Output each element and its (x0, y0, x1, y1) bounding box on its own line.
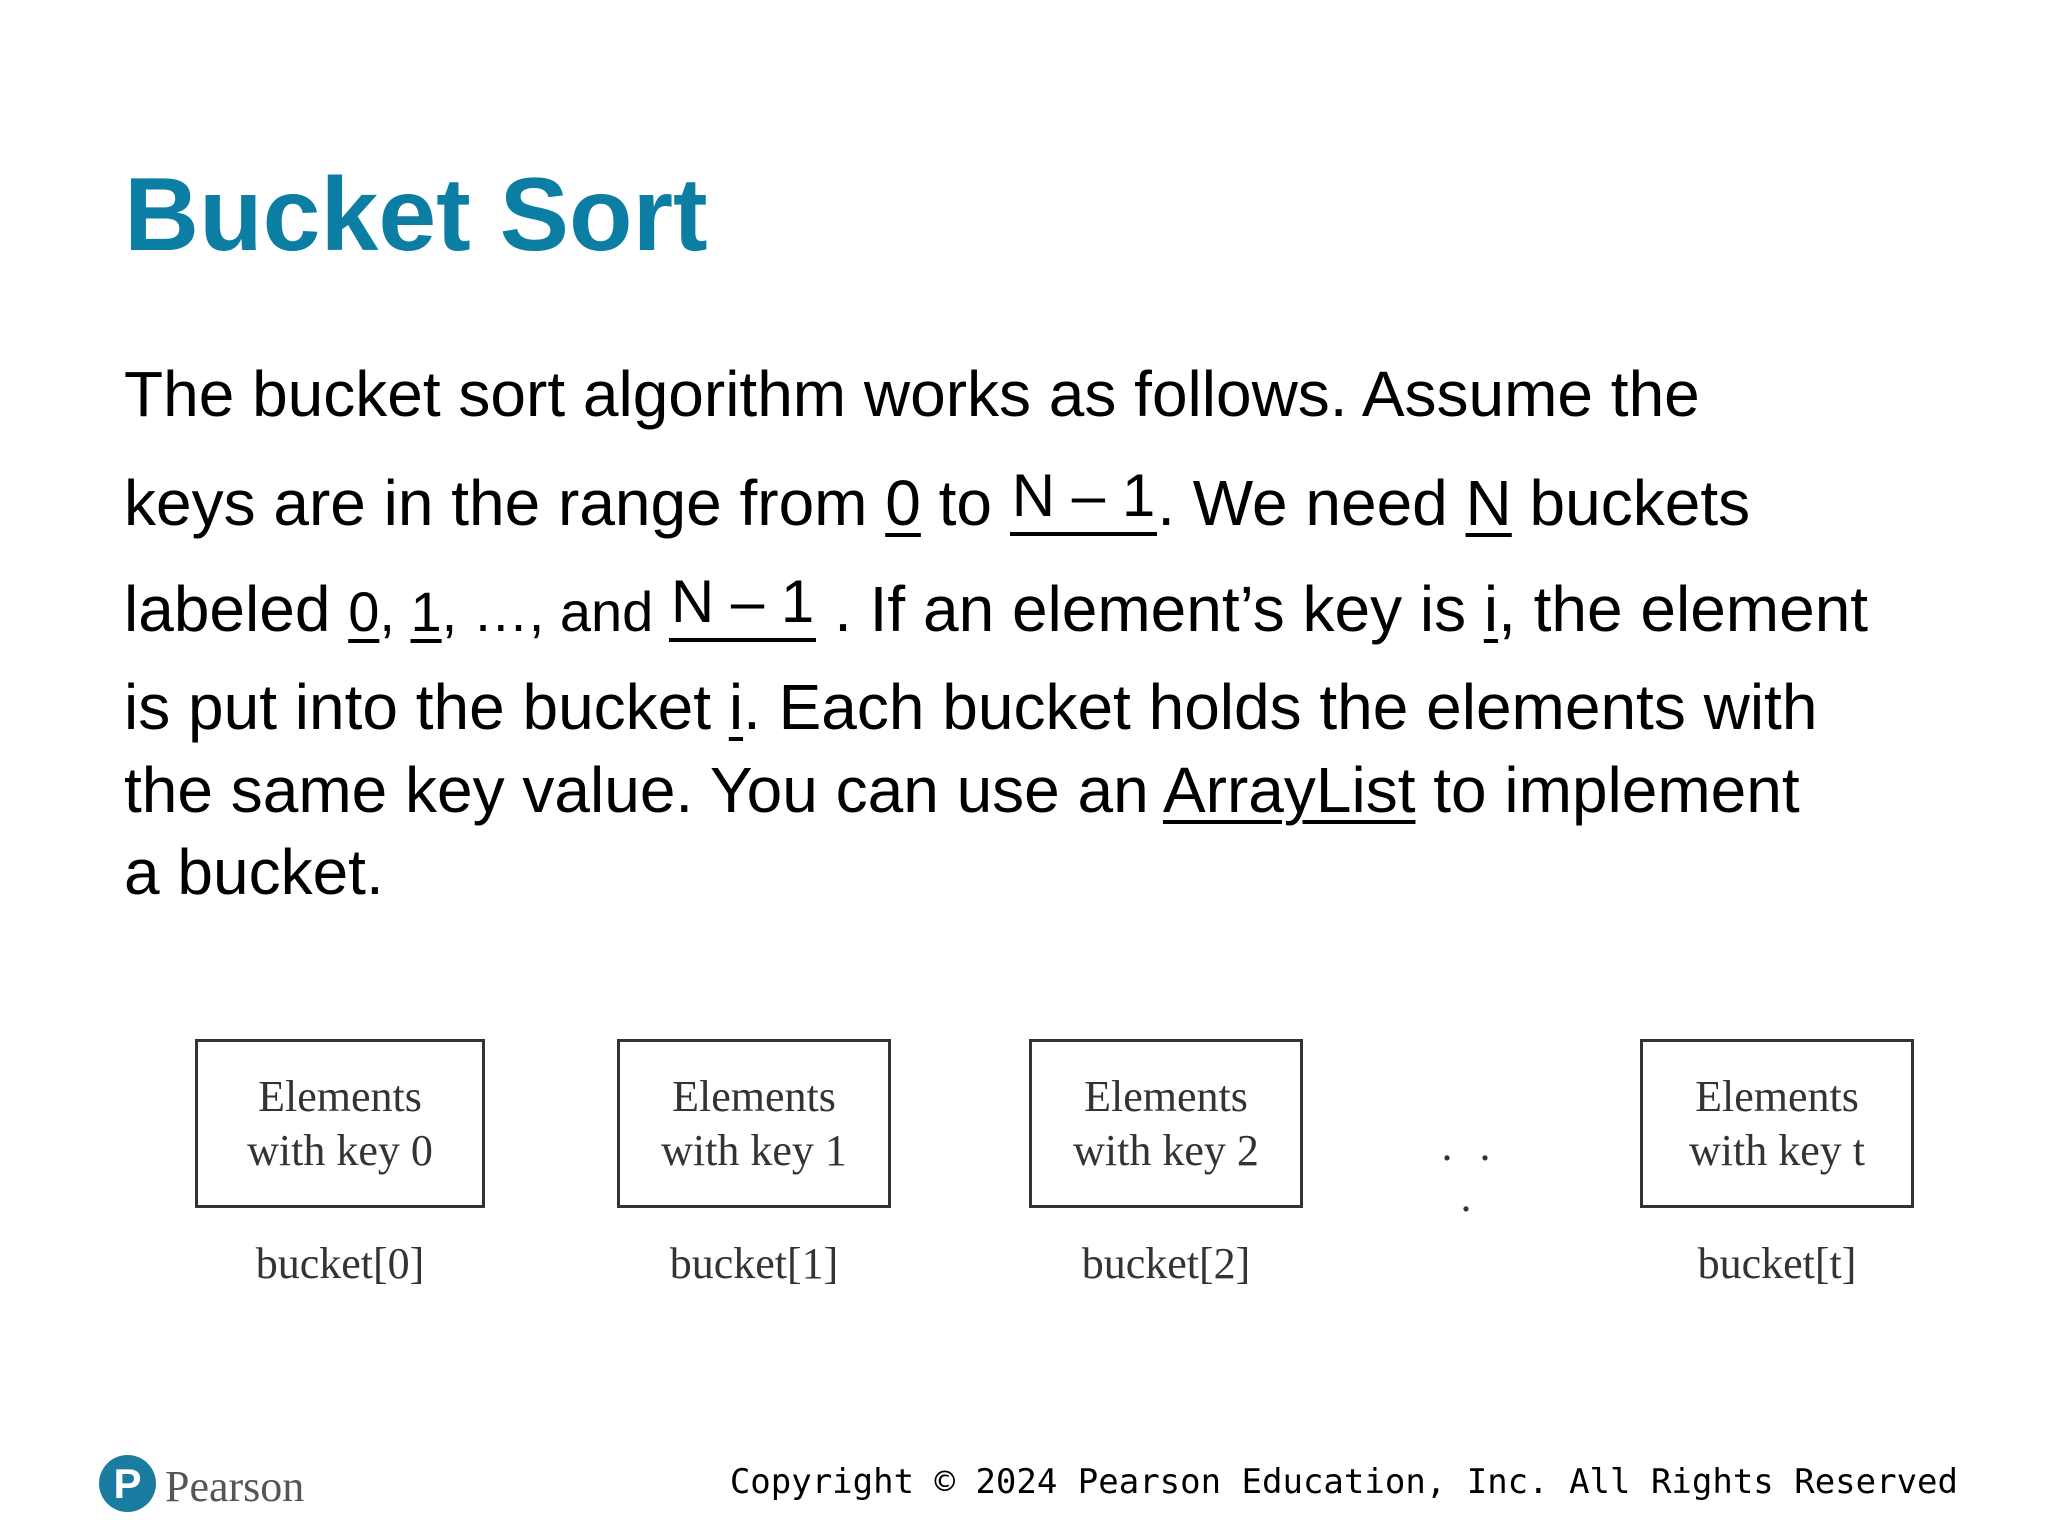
paragraph-line-6 (124, 836, 384, 908)
bucket-box-t (1640, 1039, 1914, 1208)
pearson-logo-icon: P (99, 1455, 156, 1512)
bucket-box-line-2: with key 2 (1073, 1125, 1259, 1175)
math-i: i (1483, 573, 1499, 645)
line-text: labeled (124, 573, 349, 645)
bucket-label-t: bucket[t] (1697, 1239, 1857, 1288)
math-one: 1 (410, 580, 442, 643)
paragraph-line-3 (124, 568, 1869, 645)
math-n-minus-1: N – 1 (1010, 466, 1157, 536)
copyright-text: Copyright © 2024 Pearson Education, Inc. All Rights Reserved (729, 1462, 1958, 1502)
code-arraylist: ArrayList (1162, 754, 1416, 826)
line-text: . We need (1157, 467, 1466, 539)
line-text: to (920, 467, 1010, 539)
bucket-label-2: bucket[2] (1081, 1239, 1251, 1288)
line-text: the same key value. You can use an (124, 754, 1163, 826)
bucket-box-0 (195, 1039, 485, 1208)
line-text: , the element (1498, 573, 1869, 645)
slide-title: Bucket Sort (124, 157, 708, 273)
line-text: . Each bucket holds the elements with (743, 671, 1818, 743)
line-text: a bucket. (124, 836, 384, 908)
bucket-label-1: bucket[1] (669, 1239, 839, 1288)
line-text: buckets (1511, 467, 1751, 539)
line-text: The bucket sort algorithm works as follows. Assume the (124, 358, 1700, 430)
math-i: i (728, 671, 744, 743)
pearson-logo-text: Pearson (165, 1462, 305, 1511)
bucket-box-line-1: Elements (258, 1071, 422, 1121)
line-text: keys are in the range from (124, 467, 886, 539)
bucket-box-2 (1029, 1039, 1303, 1208)
math-zero: 0 (348, 580, 380, 643)
bucket-label-0: bucket[0] (255, 1239, 425, 1288)
bucket-box-line-1: Elements (1084, 1071, 1248, 1121)
bucket-box-1 (617, 1039, 891, 1208)
bucket-box-line-1: Elements (672, 1071, 836, 1121)
paragraph-line-5 (124, 754, 1800, 826)
line-text: , (379, 580, 411, 643)
bucket-box-line-2: with key 1 (661, 1125, 847, 1175)
paragraph-line-4 (124, 671, 1818, 743)
bucket-box-line-2: with key 0 (247, 1125, 433, 1175)
math-zero: 0 (885, 467, 921, 539)
paragraph-line-2 (124, 462, 1751, 539)
line-text: . If an element’s key is (816, 573, 1484, 645)
bucket-ellipsis: . . . (1441, 1121, 1499, 1221)
bucket-box-line-2: with key t (1689, 1125, 1865, 1175)
bucket-box-line-1: Elements (1695, 1071, 1859, 1121)
math-n-minus-1: N – 1 (669, 572, 816, 642)
math-n: N (1465, 467, 1512, 539)
line-text: to implement (1415, 754, 1800, 826)
line-text: , …, and (441, 580, 669, 643)
paragraph-line-1 (124, 358, 1700, 430)
line-text: is put into the bucket (124, 671, 729, 743)
